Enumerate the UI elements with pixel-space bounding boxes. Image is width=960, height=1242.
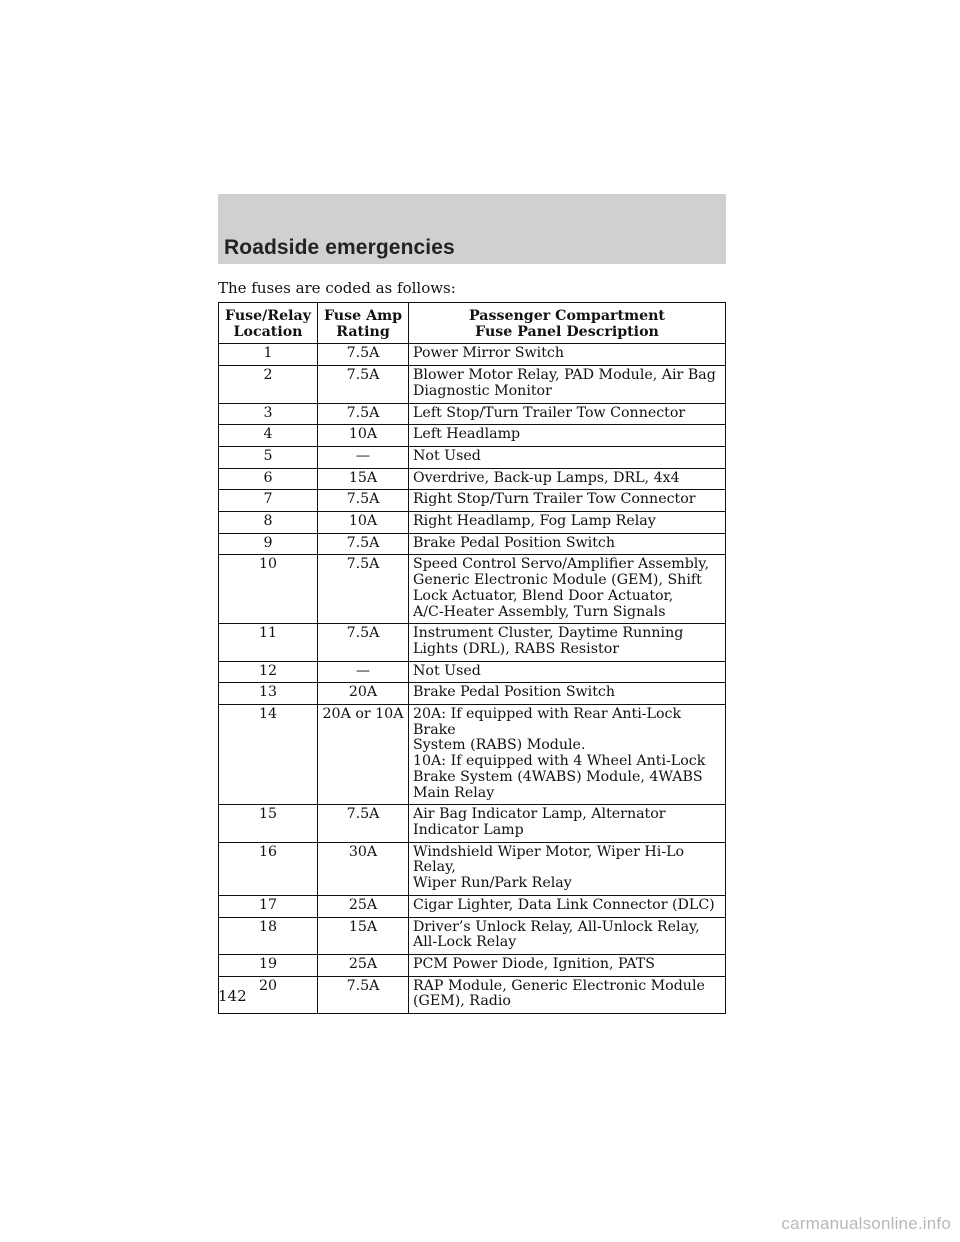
fuse-location-cell: 18: [219, 917, 318, 954]
fuse-location-cell: 16: [219, 842, 318, 895]
fuse-description-cell: [409, 403, 726, 425]
table-row: [219, 895, 726, 917]
fuse-rating-cell: 15A: [318, 917, 409, 954]
fuse-location-cell: 2: [219, 366, 318, 403]
fuse-location-cell: 19: [219, 954, 318, 976]
section-title: Roadside emergencies: [224, 236, 455, 259]
fuse-rating-cell: 30A: [318, 842, 409, 895]
fuse-location-cell: 8: [219, 512, 318, 534]
table-row: [219, 512, 726, 534]
description-line: Generic Electronic Module (GEM), Shift: [413, 572, 702, 589]
fuse-location-cell: 20: [219, 976, 318, 1013]
table-row: [219, 705, 726, 805]
header-rating: [318, 303, 409, 344]
fuse-rating-cell: 7.5A: [318, 976, 409, 1013]
description-line: 10A: If equipped with 4 Wheel Anti-Lock: [413, 753, 706, 770]
table-row: [219, 954, 726, 976]
fuse-rating-cell: 25A: [318, 954, 409, 976]
table-row: [219, 425, 726, 447]
fuse-location-cell: 15: [219, 805, 318, 842]
description-line: System (RABS) Module.: [413, 737, 586, 754]
description-line: Air Bag Indicator Lamp, Alternator: [413, 806, 666, 823]
fuse-location-cell: 1: [219, 344, 318, 366]
fuse-location-cell: 7: [219, 490, 318, 512]
fuse-rating-cell: 20A: [318, 683, 409, 705]
header-line: Location: [233, 323, 303, 340]
table-row: [219, 842, 726, 895]
description-line: Speed Control Servo/Amplifier Assembly,: [413, 556, 709, 573]
header-line: Fuse/Relay: [225, 308, 311, 324]
fuse-location-cell: 6: [219, 468, 318, 490]
description-line: All-Lock Relay: [413, 934, 517, 951]
fuse-location-cell: 12: [219, 661, 318, 683]
fuse-description-cell: [409, 976, 726, 1013]
fuse-description-cell: [409, 842, 726, 895]
table-row: [219, 683, 726, 705]
table-row: [219, 490, 726, 512]
table-row: [219, 976, 726, 1013]
table-row: [219, 917, 726, 954]
description-line: Brake System (4WABS) Module, 4WABS: [413, 768, 703, 785]
intro-text: The fuses are coded as follows:: [218, 279, 456, 297]
description-line: Overdrive, Back-up Lamps, DRL, 4x4: [413, 469, 680, 486]
table-row: [219, 366, 726, 403]
table-row: [219, 624, 726, 661]
table-row: [219, 805, 726, 842]
fuse-rating-cell: 7.5A: [318, 555, 409, 624]
fuse-description-cell: [409, 468, 726, 490]
description-line: Windshield Wiper Motor, Wiper Hi-Lo Relay,: [413, 843, 685, 876]
header-line: Passenger Compartment: [469, 308, 665, 324]
fuse-description-cell: [409, 446, 726, 468]
description-line: Driver’s Unlock Relay, All-Unlock Relay,: [413, 918, 700, 935]
header-description: [409, 303, 726, 344]
fuse-location-cell: 10: [219, 555, 318, 624]
description-line: Brake Pedal Position Switch: [413, 684, 616, 701]
fuse-rating-cell: 7.5A: [318, 344, 409, 366]
table-row: [219, 446, 726, 468]
fuse-description-cell: [409, 954, 726, 976]
header-location: [219, 303, 318, 344]
fuse-description-cell: [409, 366, 726, 403]
fuse-description-cell: [409, 425, 726, 447]
fuse-description-cell: [409, 344, 726, 366]
description-line: Wiper Run/Park Relay: [413, 875, 572, 892]
fuse-rating-cell: 25A: [318, 895, 409, 917]
description-line: Blower Motor Relay, PAD Module, Air Bag: [413, 367, 716, 384]
fuse-description-cell: [409, 683, 726, 705]
fuse-rating-cell: 7.5A: [318, 403, 409, 425]
fuse-rating-cell: 7.5A: [318, 533, 409, 555]
description-line: Left Headlamp: [413, 426, 521, 443]
fuse-rating-cell: 15A: [318, 468, 409, 490]
table-header-row: [219, 303, 726, 344]
fuse-description-cell: [409, 917, 726, 954]
fuse-rating-cell: 7.5A: [318, 805, 409, 842]
table-row: [219, 555, 726, 624]
description-line: Right Headlamp, Fog Lamp Relay: [413, 513, 656, 530]
header-line: Rating: [336, 323, 390, 340]
description-line: 20A: If equipped with Rear Anti-Lock Brake: [413, 706, 682, 738]
description-line: Main Relay: [413, 784, 495, 801]
description-line: Left Stop/Turn Trailer Tow Connector: [413, 404, 686, 421]
description-line: Brake Pedal Position Switch: [413, 534, 616, 551]
fuse-location-cell: 4: [219, 425, 318, 447]
table-row: [219, 403, 726, 425]
fuse-location-cell: 11: [219, 624, 318, 661]
fuse-location-cell: 9: [219, 533, 318, 555]
page-number: 142: [218, 987, 247, 1005]
header-line: Fuse Amp: [323, 308, 403, 324]
description-line: Lock Actuator, Blend Door Actuator,: [413, 587, 674, 604]
fuse-description-cell: [409, 661, 726, 683]
fuse-description-cell: [409, 895, 726, 917]
fuse-location-cell: 5: [219, 446, 318, 468]
fuse-rating-cell: 7.5A: [318, 624, 409, 661]
description-line: Power Mirror Switch: [413, 345, 564, 362]
fuse-description-cell: [409, 555, 726, 624]
fuse-description-cell: [409, 624, 726, 661]
table-row: [219, 344, 726, 366]
description-line: A/C-Heater Assembly, Turn Signals: [413, 603, 666, 620]
description-line: Lights (DRL), RABS Resistor: [413, 640, 620, 657]
description-line: PCM Power Diode, Ignition, PATS: [413, 955, 655, 972]
fuse-description-cell: [409, 533, 726, 555]
description-line: Right Stop/Turn Trailer Tow Connector: [413, 491, 696, 508]
fuse-rating-cell: 7.5A: [318, 490, 409, 512]
fuse-location-cell: 13: [219, 683, 318, 705]
header-line: Fuse Panel Description: [475, 323, 659, 340]
fuse-rating-cell: 10A: [318, 425, 409, 447]
description-line: Indicator Lamp: [413, 821, 524, 838]
watermark: carmanualsonline.info: [781, 1214, 951, 1233]
fuse-rating-cell: —: [318, 446, 409, 468]
fuse-location-cell: 14: [219, 705, 318, 805]
table-row: [219, 661, 726, 683]
fuse-location-cell: 3: [219, 403, 318, 425]
description-line: Instrument Cluster, Daytime Running: [413, 625, 684, 642]
fuse-description-cell: [409, 512, 726, 534]
description-line: RAP Module, Generic Electronic Module: [413, 977, 705, 994]
fuse-rating-cell: 10A: [318, 512, 409, 534]
description-line: Not Used: [413, 662, 481, 679]
table-row: [219, 533, 726, 555]
description-line: Not Used: [413, 447, 481, 464]
fuse-rating-cell: 7.5A: [318, 366, 409, 403]
fuse-rating-cell: —: [318, 661, 409, 683]
fuse-rating-cell: 20A or 10A: [318, 705, 409, 805]
fuse-table: [218, 302, 726, 1014]
fuse-description-cell: [409, 705, 726, 805]
fuse-description-cell: [409, 490, 726, 512]
fuse-description-cell: [409, 805, 726, 842]
description-line: Cigar Lighter, Data Link Connector (DLC): [413, 896, 715, 913]
table-row: [219, 468, 726, 490]
fuse-location-cell: 17: [219, 895, 318, 917]
section-header-band: [218, 194, 726, 264]
description-line: Diagnostic Monitor: [413, 382, 552, 399]
description-line: (GEM), Radio: [413, 993, 511, 1010]
fuse-table-body: [219, 344, 726, 1014]
